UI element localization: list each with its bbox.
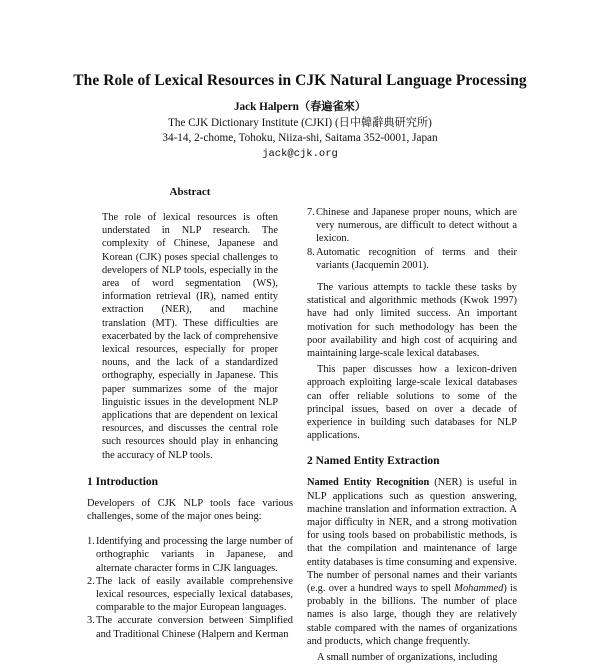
paper-title: The Role of Lexical Resources in CJK Natural Language Processing <box>73 72 527 89</box>
list-item-text: The accurate conversion between Simplified and Traditional Chinese (Halpern and Kerman <box>96 615 293 640</box>
list-item-number: 3. <box>87 615 95 627</box>
left-column <box>87 186 293 641</box>
list-item <box>307 246 517 272</box>
author-affiliation: The CJK Dictionary Institute (CJKI) (日中韓辭典研究所) <box>168 116 432 129</box>
author-email[interactable]: jack@cjk.org <box>262 147 338 160</box>
list-item <box>87 575 293 615</box>
author-line <box>0 100 600 116</box>
ner-text-a: (NER) is useful in NLP applications such as question answering, machine translation and information extraction. A major difficulty in NER, and a strong motivation for using tools based on probabilistic methods, is that the compilation and maintenance of large entity databases is time consuming and expensive. The number of personal names and their variants (e.g. over a hundred ways to spell <box>307 477 517 595</box>
list-item-number: 2. <box>87 575 95 587</box>
list-item-number: 1. <box>87 536 95 548</box>
ner-term: Named Entity Recognition <box>307 477 430 489</box>
abstract-text: The role of lexical resources is often understated in NLP research. The complexity of Chinese, Japanese and Korean (CJK) poses special challenges to developers of NLP tools, especially in the area of word segmentation (WS), information retrieval (IR), named entity extraction (NER), and machine translation (MT). These difficulties are exacerbated by the lack of comprehensive lexical resources, especially for proper nouns, and the lack of a standardized orthography, especially in Japanese. This paper summarizes some of the major linguistic issues in the development NLP applications that are dependent on lexical resources, and discusses the central role such resources should play in enhancing the accuracy of NLP tools. <box>102 212 278 461</box>
list-item-text: The lack of easily available comprehensive lexical resources, especially lexical databases, comparable to the major European languages. <box>96 575 293 614</box>
list-item-text: Identifying and processing the large number of orthographic variants in Japanese, and alternate character forms in CJK languages. <box>96 536 293 574</box>
author-name: Jack Halpern <box>233 101 299 113</box>
list-item <box>307 206 517 246</box>
ner-text-b: ) is probably in the billions. The number of place names is also large, though they are relatively stable compared with the names of organizations and products, which change frequently. <box>307 583 517 647</box>
challenges-list-continued <box>307 206 517 272</box>
list-item-text: Chinese and Japanese proper nouns, which are very numerous, are difficult to detect without a lexicon. <box>316 207 517 245</box>
paragraph-statistical-methods: The various attempts to tackle these tasks by statistical and algorithmic methods (Kwok 1997) have had only limited success. An important motivation for such methodology has been the poor availability and high cost of acquiring and maintaining large-scale lexical databases. <box>307 282 517 360</box>
author-block <box>0 100 600 162</box>
list-item-text: Automatic recognition of terms and their variants (Jacquemin 2001). <box>316 246 517 271</box>
intro-lead: Developers of CJK NLP tools face various challenges, some of the major ones being: <box>87 497 293 523</box>
right-column <box>307 206 517 664</box>
paragraph-lexicon-approach: This paper discusses how a lexicon-driven approach exploiting large-scale lexical databases can offer reliable solutions to some of the principal issues, based on over a decade of experience in building such databases for NLP applications. <box>307 364 517 442</box>
list-item-number: 7. <box>307 207 315 218</box>
abstract-heading: Abstract <box>169 186 211 198</box>
list-item <box>87 535 293 575</box>
ner-example-name: Mohammed <box>454 583 504 595</box>
intro-challenges-list <box>87 535 293 641</box>
section-1-heading: 1 Introduction <box>87 475 159 488</box>
paragraph-organizations: A small number of organizations, including <box>317 652 498 664</box>
section-2-heading: 2 Named Entity Extraction <box>307 455 440 468</box>
list-item-number: 8. <box>307 246 315 258</box>
author-address: 34-14, 2-chome, Tohoku, Niiza-shi, Saitama 352-0001, Japan <box>162 132 438 145</box>
list-item <box>87 614 293 640</box>
author-name-cjk: （春遍雀來） <box>298 101 367 113</box>
paragraph-ner <box>307 476 517 648</box>
